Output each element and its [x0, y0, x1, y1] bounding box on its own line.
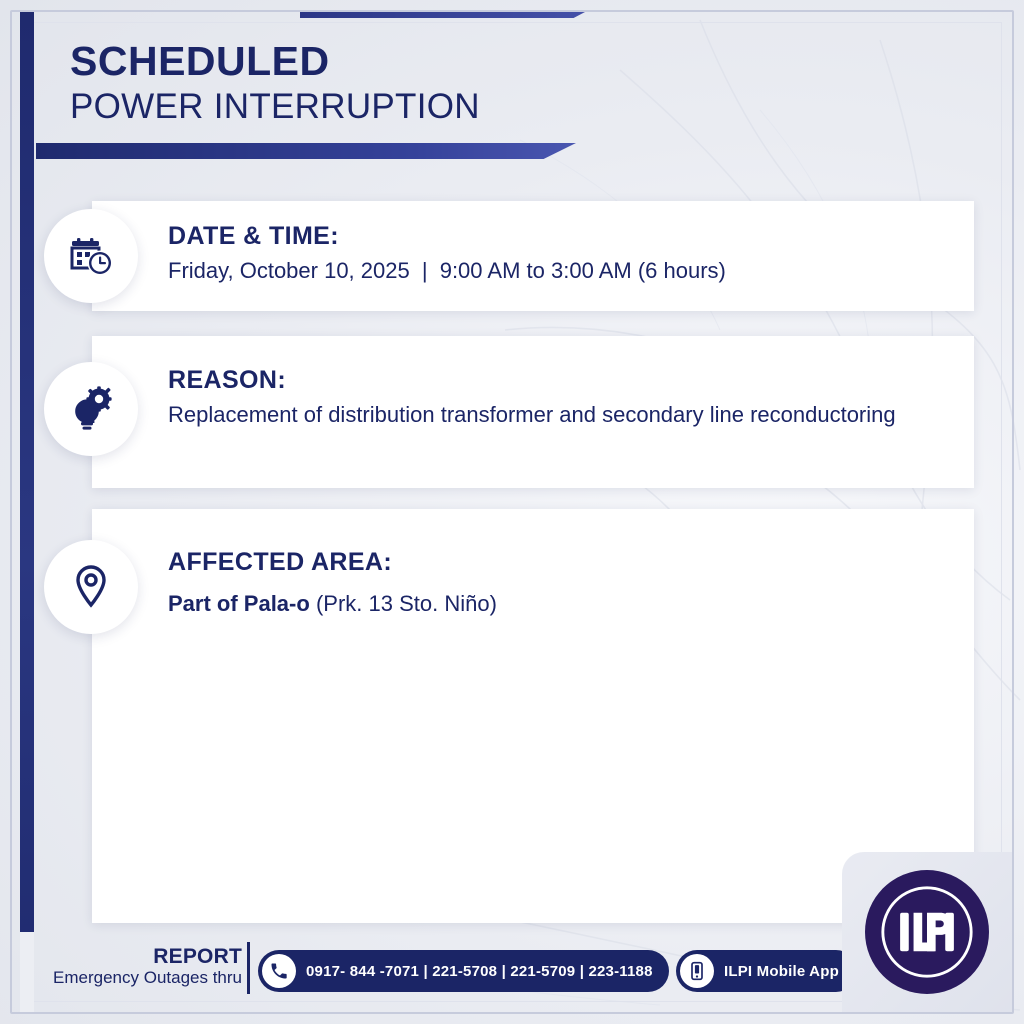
card-datetime-label: DATE & TIME: — [168, 222, 339, 250]
phone-icon — [262, 954, 296, 988]
card-datetime-body — [168, 222, 726, 286]
logo-container — [842, 852, 1012, 1012]
left-accent-bar — [20, 12, 34, 1012]
card-affected-area-label: AFFECTED AREA: — [168, 548, 393, 576]
card-affected-area-body — [168, 548, 497, 617]
area-detail: (Prk. 13 Sto. Niño) — [315, 591, 497, 616]
card-affected-area-value — [168, 591, 497, 617]
card-reason-value: Replacement of distribution transformer and secondary line reconductoring — [168, 402, 896, 427]
card-datetime-value — [168, 257, 726, 286]
datetime-date: Friday, October 10, 2025 — [168, 258, 410, 283]
header-rule-accent — [300, 12, 585, 18]
card-reason-body — [168, 366, 896, 430]
bulb-gear-icon — [44, 362, 138, 456]
contact-numbers-pill[interactable] — [258, 950, 669, 992]
datetime-separator: | — [421, 258, 428, 283]
title-line-2: POWER INTERRUPTION — [70, 87, 480, 127]
title-line-1: SCHEDULED — [70, 38, 330, 84]
ilpi-logo — [865, 870, 989, 994]
area-main: Part of Pala-o — [168, 591, 310, 616]
card-reason-label: REASON: — [168, 366, 287, 394]
header-rule — [36, 143, 576, 159]
mobile-app-label: ILPI Mobile App — [724, 962, 839, 980]
report-title: REPORT — [153, 944, 242, 968]
contact-numbers-text: 0917- 844 -7071 | 221-5708 | 221-5709 | 223-1188 — [306, 962, 653, 980]
report-block — [53, 945, 242, 988]
page-title — [70, 40, 480, 127]
datetime-time: 9:00 AM to 3:00 AM (6 hours) — [439, 258, 726, 283]
mobile-app-pill[interactable] — [676, 950, 857, 992]
report-subtitle: Emergency Outages thru — [53, 967, 242, 987]
footer-divider — [247, 942, 250, 994]
map-pin-icon — [44, 540, 138, 634]
mobile-phone-icon — [680, 954, 714, 988]
ilpi-logo-mark — [879, 884, 975, 980]
calendar-clock-icon — [44, 209, 138, 303]
